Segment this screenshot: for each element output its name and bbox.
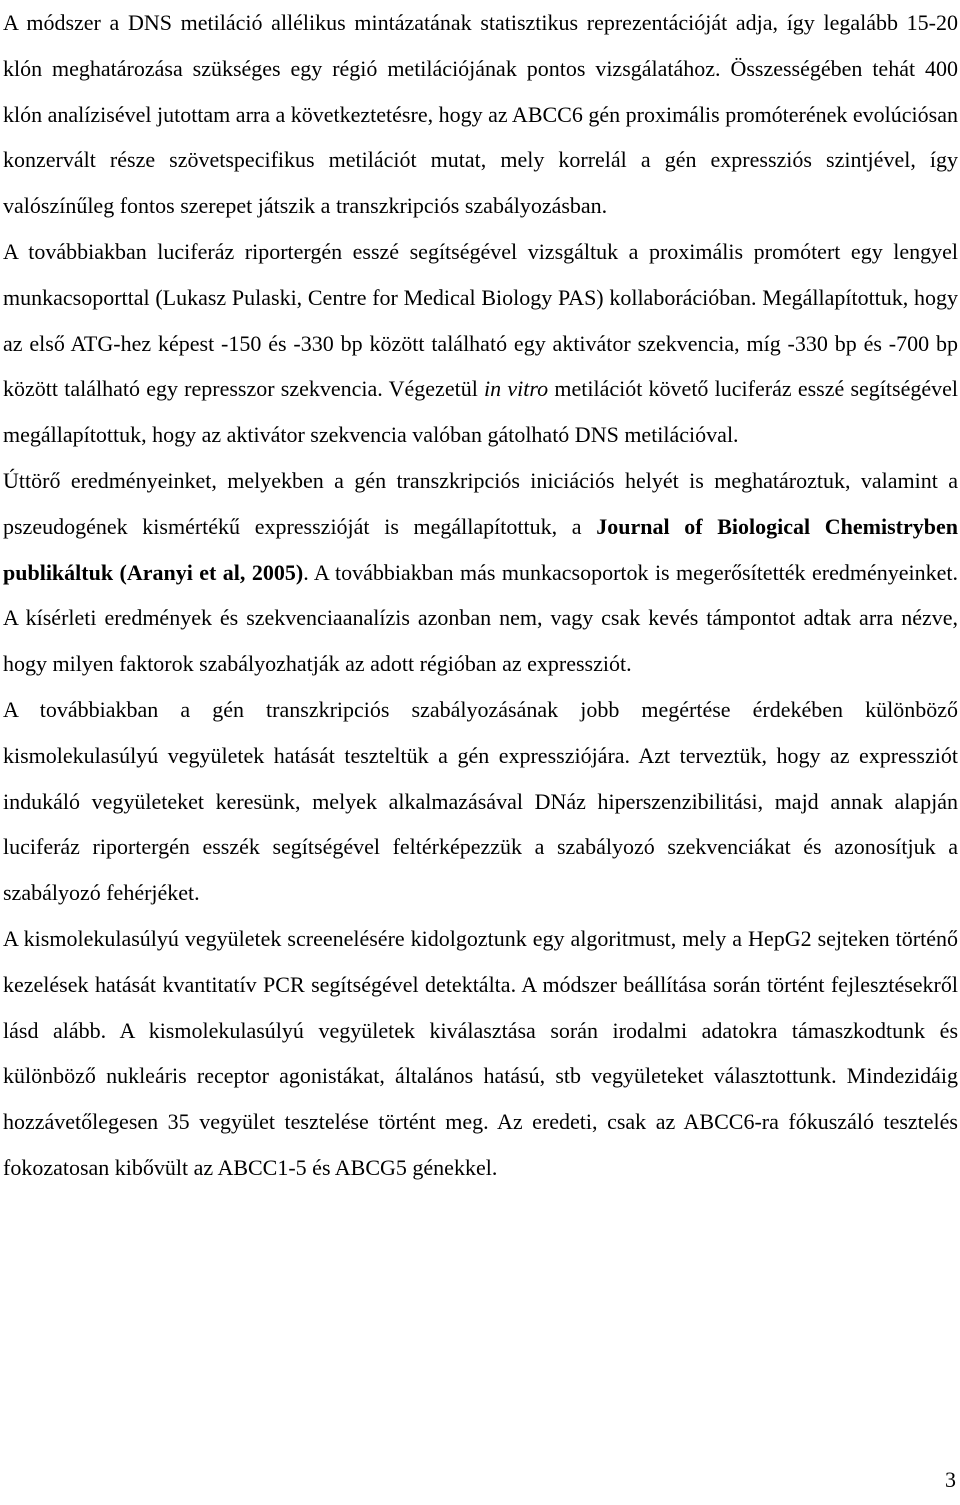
page-number: 3 bbox=[945, 1467, 956, 1492]
paragraph-text: Úttörő eredményeinket, melyekben a gén transzkripciós iniciációs helyét is meghatároztuk, valamint a pszeudogének kismértékű expresszióját is megállapítottuk, a bbox=[3, 467, 958, 539]
paragraph-text: A továbbiakban luciferáz riportergén esszé segítségével vizsgáltuk a proximális promótert egy lengyel munkacsoporttal (Lukasz Pulaski, Centre for Medical Biology PAS) kollaborációban. Megállapítottuk, hogy az első ATG-hez képest -150 és -330 bp között található egy aktivátor szekvencia, míg -330 bp és -700 bp között található egy represszor szekvencia. Végezetül bbox=[3, 238, 958, 402]
paragraph-publication bbox=[3, 458, 958, 687]
paragraph-text: A kismolekulasúlyú vegyületek screenelésére kidolgoztunk egy algoritmust, mely a HepG2 sejteken történő kezelések hatását kvantitatív PCR segítségével detektálta. A módszer beállítása során történt fejlesztésekről lásd alább. A kismolekulasúlyú vegyületek kiválasztása során irodalmi adatokra támaszkodtunk és különböző nukleáris receptor agonistákat, általános hatású, stb vegyületeket választottunk. Mindezidáig hozzávetőlegesen 35 vegyület tesztelése történt meg. Az eredeti, csak az ABCC6-ra fókuszáló tesztelés fokozatosan kibővült az ABCC1-5 és ABCG5 génekkel. bbox=[3, 925, 958, 1180]
publication-citation: Journal of Biological Chemistryben publikáltuk (Aranyi et al, 2005) bbox=[3, 513, 958, 585]
paragraph-text: . A továbbiakban más munkacsoportok is megerősítették eredményeinket. A kísérleti eredmények és szekvenciaanalízis azonban nem, vagy csak kevés támpontot adtak arra nézve, hogy milyen faktorok szabályozhatják az adott régióban az expressziót. bbox=[3, 559, 958, 677]
paragraph-luciferase-assay bbox=[3, 229, 958, 458]
paragraph-screening-algorithm bbox=[3, 916, 958, 1191]
document-page bbox=[3, 0, 958, 1191]
paragraph-methylation-analysis bbox=[3, 0, 958, 229]
paragraph-text: A továbbiakban a gén transzkripciós szabályozásának jobb megértése érdekében különböző kismolekulasúlyú vegyületek hatását teszteltük a gén expressziójára. Azt terveztük, hogy az expressziót indukáló vegyületeket keresünk, melyek alkalmazásával DNáz hiperszenzibilitási, majd annak alapján luciferáz riportergén esszék segítségével feltérképezzük a szabályozó szekvenciákat és azonosítjuk a szabályozó fehérjéket. bbox=[3, 696, 958, 906]
paragraph-text: A módszer a DNS metiláció allélikus mintázatának statisztikus reprezentációját adja, így legalább 15-20 klón meghatározása szükséges egy régió metilációjának pontos vizsgálatához. Összességében tehát 400 klón analízisével jutottam arra a következtetésre, hogy az ABCC6 gén proximális promóterének evolúciósan konzervált része szövetspecifikus metilációt mutat, mely korrelál a gén expressziós szintjével, így valószínűleg fontos szerepet játszik a transzkripciós szabályozásban. bbox=[3, 10, 958, 219]
paragraph-text: metilációt követő luciferáz esszé segítségével megállapítottuk, hogy az aktivátor szekvencia valóban gátolható DNS metilációval. bbox=[3, 376, 958, 448]
paragraph-small-molecule-testing bbox=[3, 687, 958, 916]
in-vitro-term: in vitro bbox=[484, 376, 549, 402]
